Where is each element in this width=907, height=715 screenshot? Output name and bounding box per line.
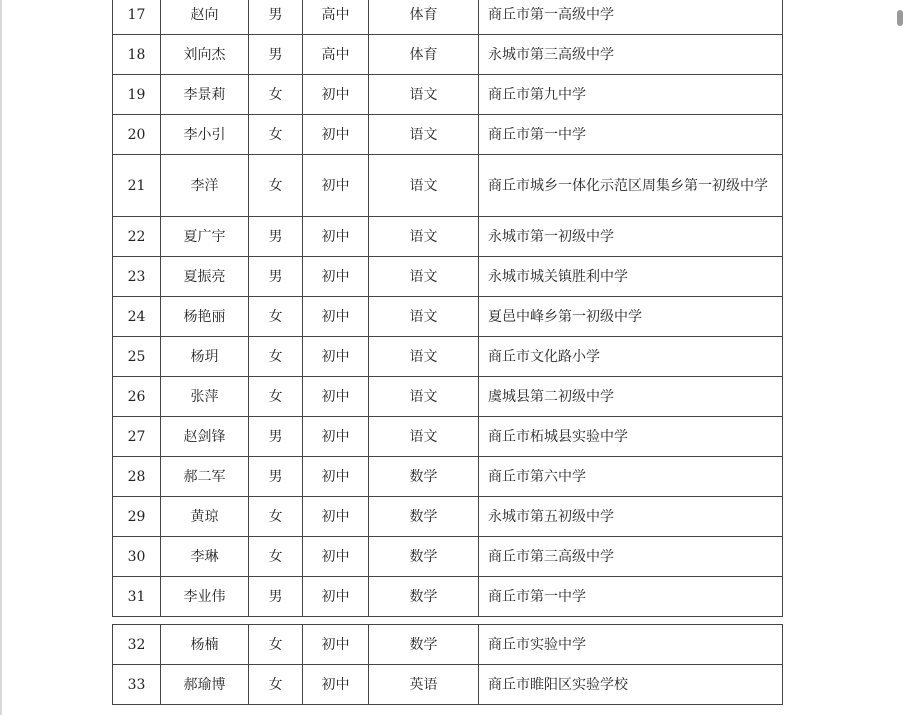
name-cell: 杨玥 <box>161 337 249 377</box>
gender-cell: 男 <box>249 417 303 457</box>
gender-cell: 女 <box>249 665 303 705</box>
school-cell: 商丘市第三高级中学 <box>479 537 783 577</box>
name-cell: 夏广宇 <box>161 217 249 257</box>
name-cell: 刘向杰 <box>161 35 249 75</box>
name-cell: 杨楠 <box>161 625 249 665</box>
roster-table-body <box>113 0 783 617</box>
school-level-cell: 初中 <box>303 497 369 537</box>
gender-cell: 女 <box>249 115 303 155</box>
gender-cell: 男 <box>249 35 303 75</box>
table-row <box>113 155 783 217</box>
table-row <box>113 337 783 377</box>
school-cell: 商丘市城乡一体化示范区周集乡第一初级中学 <box>479 155 783 217</box>
name-cell: 杨艳丽 <box>161 297 249 337</box>
row-number-cell: 18 <box>113 35 161 75</box>
name-cell: 郝瑜博 <box>161 665 249 705</box>
school-level-cell: 初中 <box>303 337 369 377</box>
table-row <box>113 115 783 155</box>
table-row <box>113 35 783 75</box>
school-level-cell: 高中 <box>303 0 369 35</box>
gender-cell: 男 <box>249 457 303 497</box>
table-row <box>113 257 783 297</box>
school-level-cell: 初中 <box>303 155 369 217</box>
name-cell: 赵向 <box>161 0 249 35</box>
subject-cell: 体育 <box>369 0 479 35</box>
school-cell: 永城市城关镇胜利中学 <box>479 257 783 297</box>
school-cell: 虞城县第二初级中学 <box>479 377 783 417</box>
school-level-cell: 初中 <box>303 625 369 665</box>
row-number-cell: 24 <box>113 297 161 337</box>
viewer-left-edge <box>0 0 2 715</box>
row-number-cell: 20 <box>113 115 161 155</box>
roster-table-body-two <box>113 625 783 705</box>
subject-cell: 数学 <box>369 457 479 497</box>
roster-table-page-two <box>112 624 783 705</box>
subject-cell: 语文 <box>369 417 479 457</box>
name-cell: 李业伟 <box>161 577 249 617</box>
school-level-cell: 初中 <box>303 377 369 417</box>
row-number-cell: 17 <box>113 0 161 35</box>
school-level-cell: 初中 <box>303 577 369 617</box>
document-page <box>112 0 782 705</box>
table-row <box>113 625 783 665</box>
gender-cell: 女 <box>249 337 303 377</box>
gender-cell: 男 <box>249 0 303 35</box>
row-number-cell: 30 <box>113 537 161 577</box>
school-cell: 商丘市柘城县实验中学 <box>479 417 783 457</box>
school-cell: 商丘市第六中学 <box>479 457 783 497</box>
subject-cell: 数学 <box>369 537 479 577</box>
row-number-cell: 26 <box>113 377 161 417</box>
name-cell: 黄琼 <box>161 497 249 537</box>
school-cell: 夏邑中峰乡第一初级中学 <box>479 297 783 337</box>
subject-cell: 体育 <box>369 35 479 75</box>
subject-cell: 语文 <box>369 377 479 417</box>
gender-cell: 女 <box>249 155 303 217</box>
gender-cell: 女 <box>249 377 303 417</box>
school-level-cell: 初中 <box>303 257 369 297</box>
table-row <box>113 75 783 115</box>
school-level-cell: 初中 <box>303 115 369 155</box>
subject-cell: 数学 <box>369 625 479 665</box>
scrollbar-thumb[interactable] <box>897 10 903 26</box>
row-number-cell: 28 <box>113 457 161 497</box>
school-cell: 商丘市实验中学 <box>479 625 783 665</box>
name-cell: 赵剑锋 <box>161 417 249 457</box>
school-cell: 永城市第五初级中学 <box>479 497 783 537</box>
row-number-cell: 32 <box>113 625 161 665</box>
table-row <box>113 217 783 257</box>
roster-table-page-one <box>112 0 783 617</box>
table-row <box>113 377 783 417</box>
table-row <box>113 577 783 617</box>
row-number-cell: 29 <box>113 497 161 537</box>
row-number-cell: 31 <box>113 577 161 617</box>
school-cell: 永城市第三高级中学 <box>479 35 783 75</box>
row-number-cell: 25 <box>113 337 161 377</box>
name-cell: 夏振亮 <box>161 257 249 297</box>
school-level-cell: 初中 <box>303 417 369 457</box>
subject-cell: 语文 <box>369 115 479 155</box>
table-row <box>113 417 783 457</box>
gender-cell: 女 <box>249 625 303 665</box>
document-page-two <box>112 624 782 705</box>
school-cell: 永城市第一初级中学 <box>479 217 783 257</box>
row-number-cell: 23 <box>113 257 161 297</box>
row-number-cell: 33 <box>113 665 161 705</box>
subject-cell: 语文 <box>369 155 479 217</box>
school-cell: 商丘市睢阳区实验学校 <box>479 665 783 705</box>
subject-cell: 数学 <box>369 497 479 537</box>
subject-cell: 语文 <box>369 337 479 377</box>
row-number-cell: 21 <box>113 155 161 217</box>
gender-cell: 女 <box>249 537 303 577</box>
table-row <box>113 457 783 497</box>
school-level-cell: 初中 <box>303 75 369 115</box>
table-row <box>113 497 783 537</box>
gender-cell: 男 <box>249 217 303 257</box>
name-cell: 郝二军 <box>161 457 249 497</box>
table-row <box>113 537 783 577</box>
row-number-cell: 19 <box>113 75 161 115</box>
school-level-cell: 初中 <box>303 297 369 337</box>
school-cell: 商丘市第一中学 <box>479 115 783 155</box>
subject-cell: 英语 <box>369 665 479 705</box>
row-number-cell: 27 <box>113 417 161 457</box>
gender-cell: 女 <box>249 75 303 115</box>
name-cell: 李小引 <box>161 115 249 155</box>
school-level-cell: 初中 <box>303 217 369 257</box>
name-cell: 李琳 <box>161 537 249 577</box>
school-cell: 商丘市第一高级中学 <box>479 0 783 35</box>
subject-cell: 语文 <box>369 217 479 257</box>
school-cell: 商丘市第九中学 <box>479 75 783 115</box>
school-level-cell: 初中 <box>303 457 369 497</box>
table-row <box>113 0 783 35</box>
subject-cell: 语文 <box>369 75 479 115</box>
gender-cell: 男 <box>249 577 303 617</box>
school-level-cell: 高中 <box>303 35 369 75</box>
table-row <box>113 665 783 705</box>
name-cell: 李景莉 <box>161 75 249 115</box>
gender-cell: 女 <box>249 297 303 337</box>
gender-cell: 女 <box>249 497 303 537</box>
subject-cell: 语文 <box>369 297 479 337</box>
subject-cell: 数学 <box>369 577 479 617</box>
subject-cell: 语文 <box>369 257 479 297</box>
school-level-cell: 初中 <box>303 665 369 705</box>
gender-cell: 男 <box>249 257 303 297</box>
school-cell: 商丘市第一中学 <box>479 577 783 617</box>
school-level-cell: 初中 <box>303 537 369 577</box>
name-cell: 张萍 <box>161 377 249 417</box>
name-cell: 李洋 <box>161 155 249 217</box>
school-cell: 商丘市文化路小学 <box>479 337 783 377</box>
table-row <box>113 297 783 337</box>
page-break <box>112 617 782 624</box>
row-number-cell: 22 <box>113 217 161 257</box>
